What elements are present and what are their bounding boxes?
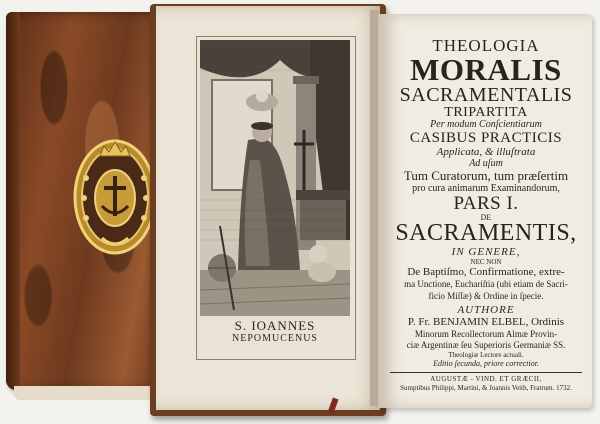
title-de: DE bbox=[480, 213, 492, 222]
title-argentinae: ciæ Argentinæ ſeu Superioris Germaniæ SS. bbox=[406, 340, 566, 350]
title-pro-cura: pro cura animarum Examinandorum, bbox=[412, 183, 560, 194]
title-per-modum: Per modum Conſcientiarum bbox=[430, 119, 542, 130]
book-spine-edge bbox=[6, 12, 20, 390]
plate-caption-line1: S. IOANNES bbox=[234, 318, 316, 333]
title-theol-lector: Theologiæ Lectore actuali. bbox=[448, 351, 524, 359]
title-tum-curatorum: Tum Curatorum, tum præſertim bbox=[403, 168, 569, 183]
imprint-rule bbox=[390, 372, 582, 373]
title-nec-non: NEC NON bbox=[470, 258, 502, 266]
title-author-name: P. Fr. BENJAMIN ELBEL, Ordinis bbox=[407, 316, 565, 328]
title-tripartita: TRIPARTITA bbox=[444, 105, 528, 120]
title-imprint-place: AUGUSTÆ - VIND. ET GRÆCII, bbox=[430, 375, 542, 383]
gilt-armorial-seal bbox=[72, 138, 158, 256]
title-minorum: Minorum Recollectorum Almæ Provin- bbox=[414, 329, 558, 339]
title-applicata: Applicata, & illuſtrata bbox=[436, 146, 536, 158]
title-pars: PARS I. bbox=[453, 193, 519, 214]
title-theologia: THEOLOGIA bbox=[432, 36, 540, 55]
title-sacramentis: SACRAMENTIS, bbox=[395, 220, 577, 246]
page-block-edge bbox=[14, 386, 164, 400]
title-unctione: ma Unctione, Euchariſtia (ubi etiam de Sacri- bbox=[404, 279, 568, 289]
title-moralis: MORALIS bbox=[410, 52, 562, 87]
title-imprint-publisher: Sumptibus Philippi, Martini, & Joannis Veith, Fratrum. 1732. bbox=[400, 384, 572, 392]
title-in-genere: IN GENERE, bbox=[451, 246, 521, 258]
title-authore: AUTHORE bbox=[457, 304, 515, 316]
title-casibus: CASIBUS PRACTICIS bbox=[409, 130, 563, 146]
title-sacramentalis: SACRAMENTALIS bbox=[399, 84, 573, 106]
plate-caption bbox=[200, 318, 350, 354]
plate-caption-line2: NEPOMUCENUS bbox=[231, 333, 318, 344]
title-editio: Editio ſecunda, priore correctior. bbox=[433, 359, 539, 368]
title-ficio: ficio Miſſæ) & Ordine in ſpecie. bbox=[428, 291, 544, 301]
frontispiece-engraving bbox=[200, 40, 350, 316]
title-baptismo: De Baptiſmo, Confirmatione, extre- bbox=[407, 266, 565, 278]
title-ad-usum: Ad uſum bbox=[469, 158, 503, 169]
